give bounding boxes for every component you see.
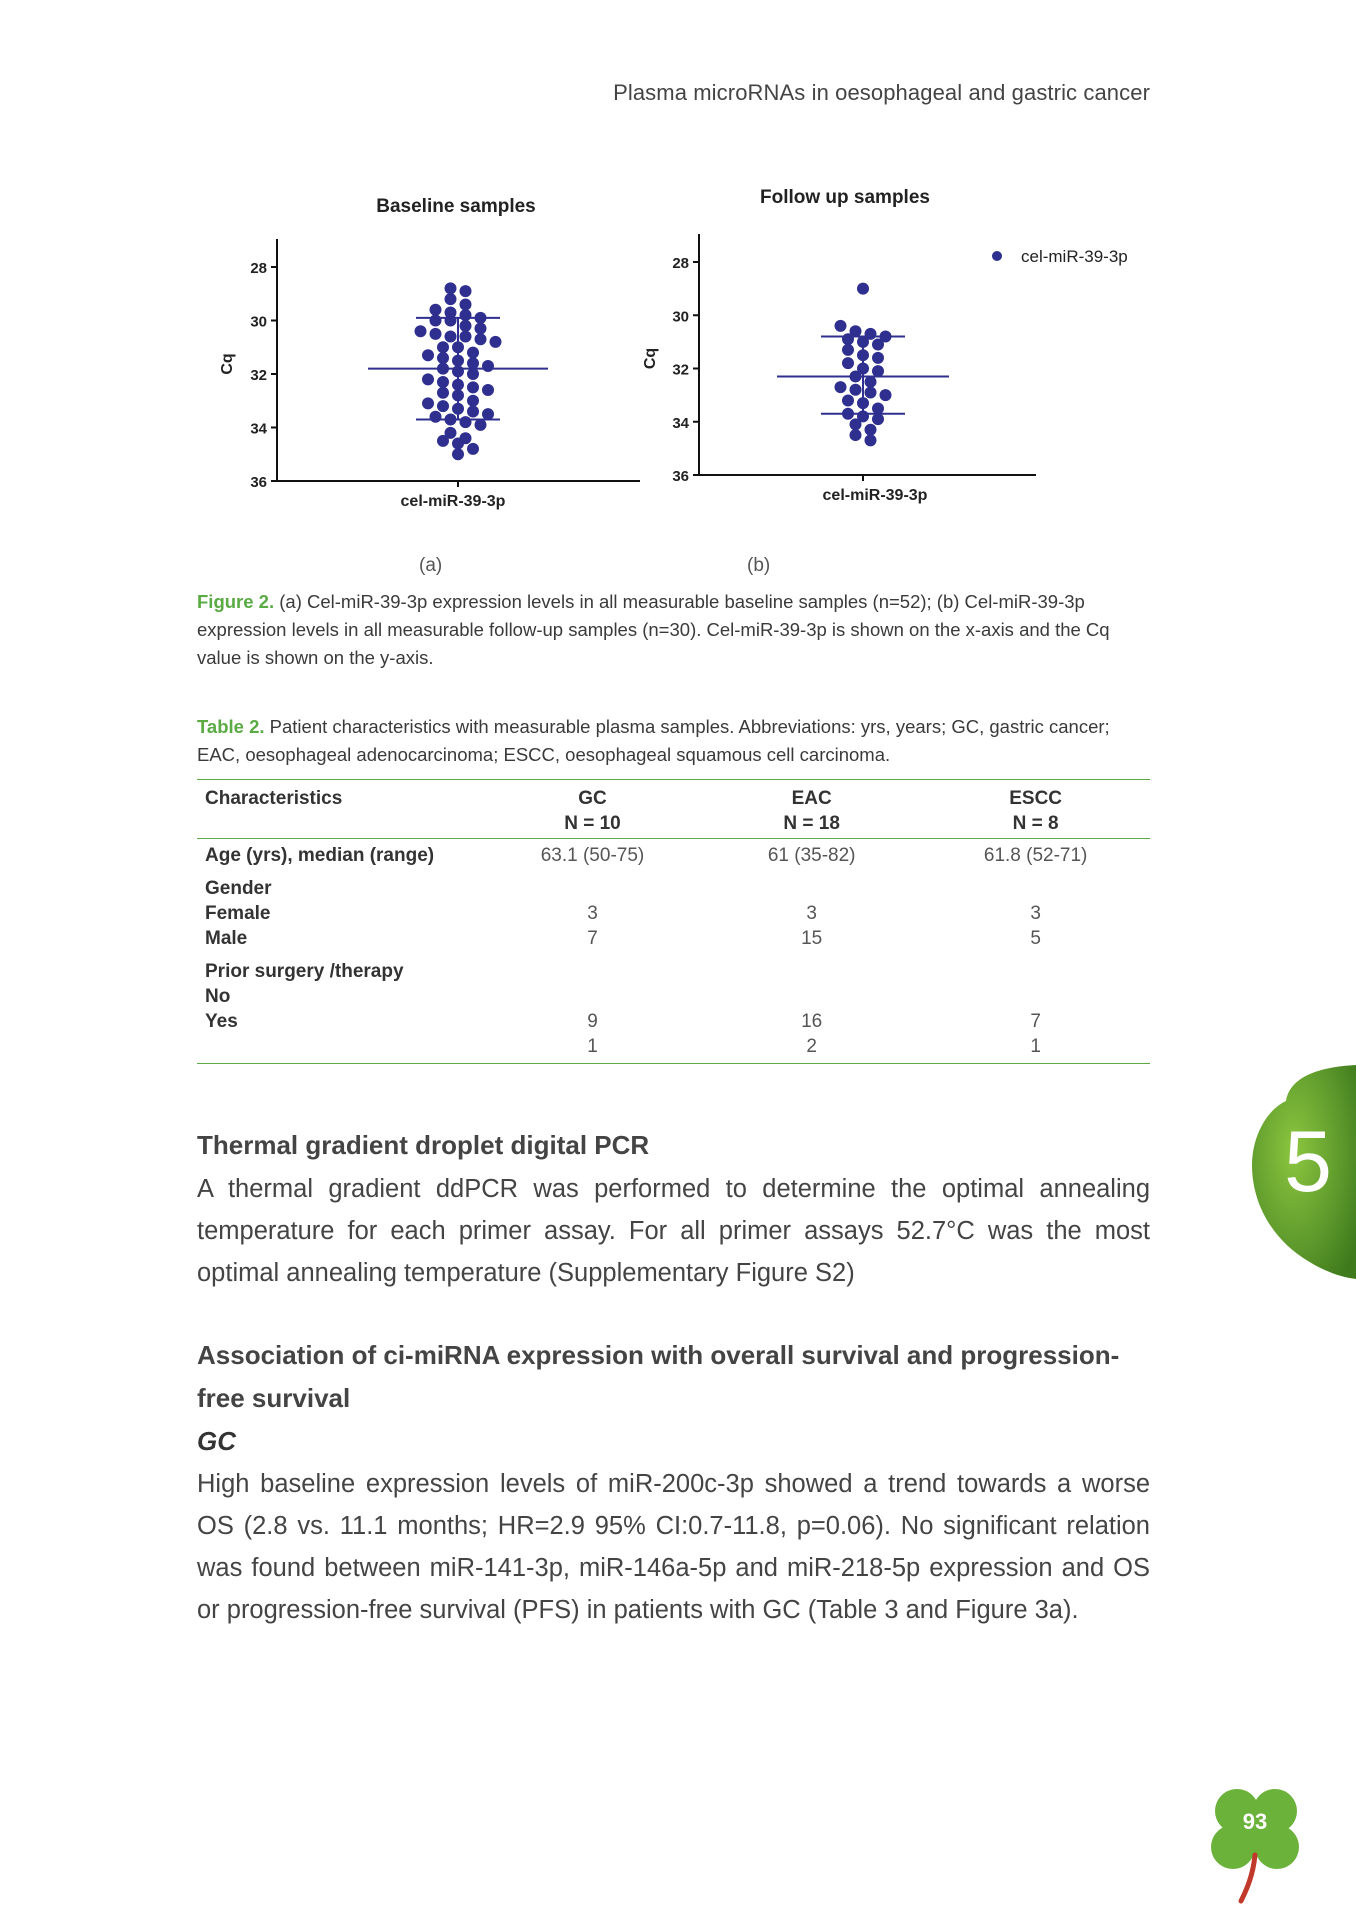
y-tick-label: 28 [250, 260, 267, 277]
data-point [437, 435, 449, 447]
data-point [467, 381, 479, 393]
y-tick-label: 32 [672, 361, 689, 379]
data-point [460, 285, 472, 297]
y-tick-label: 32 [250, 367, 267, 384]
data-point [865, 376, 877, 388]
col-gc: GC N = 10 [483, 780, 702, 839]
table-row: No [205, 986, 231, 1007]
data-point [467, 395, 479, 407]
data-point [857, 283, 869, 295]
data-point [445, 293, 457, 305]
data-point [865, 424, 877, 436]
data-point [437, 400, 449, 412]
chapter-tab [1238, 1065, 1356, 1285]
section-heading-survival: Association of ci-miRNA expression with overall survival and progression-free survival [197, 1340, 1120, 1413]
data-point [842, 344, 854, 356]
data-point [460, 331, 472, 343]
data-point [430, 304, 442, 316]
data-point [475, 419, 487, 431]
y-tick-label: 30 [250, 313, 267, 331]
data-point [467, 347, 479, 359]
patient-characteristics-table [197, 779, 1150, 1064]
data-point [437, 341, 449, 353]
table-row: Yes 9 16 7 [205, 1011, 1041, 1032]
chart-baseline [219, 196, 640, 510]
data-point [850, 429, 862, 441]
section-paragraph-gc: High baseline expression levels of miR-200c-3p showed a trend towards a worse OS (2.8 vs. 11.1 months; HR=2.9 95% CI:0.7-11.8, p=0.06). No significant relation was found between miR-141-3p, miR-146a-5p and miR-218-5p expression and OS or progression-free survival (PFS) in patients with GC (Table 3 and Figure 3a). [197, 1470, 1150, 1624]
table-caption [197, 713, 1150, 769]
data-point [872, 413, 884, 425]
table-row: Age (yrs), median (range) 63.1 (50-75) 61 (35-82) 61.8 (52-71) [205, 845, 1088, 866]
x-axis-label: cel-miR-39-3p [400, 493, 506, 510]
table-row: Gender [205, 878, 272, 899]
data-point [445, 315, 457, 327]
figure-label-a: (a) [419, 555, 443, 576]
data-point [422, 373, 434, 385]
data-point [865, 386, 877, 398]
table-caption-lead: Table 2. [197, 716, 265, 737]
data-point [467, 357, 479, 369]
data-point [482, 408, 494, 420]
legend-marker [992, 251, 1002, 261]
data-point [437, 376, 449, 388]
col-escc: ESCC N = 8 [921, 780, 1150, 839]
data-point [437, 352, 449, 364]
table-caption-text: Patient characteristics with measurable plasma samples. Abbreviations: yrs, years; GC, gastric cancer; EAC, oesophageal adenocarcinoma; ESCC, oesophageal squamous cell carcinoma. [197, 716, 1110, 765]
data-point [482, 360, 494, 372]
y-tick-label: 36 [250, 474, 267, 491]
data-point [835, 381, 847, 393]
data-point [460, 309, 472, 321]
table-row: Female 3 3 3 [205, 903, 1041, 924]
data-point [835, 320, 847, 332]
data-point [437, 387, 449, 399]
data-point [445, 282, 457, 294]
y-axis-label: Cq [642, 347, 659, 370]
data-point [850, 418, 862, 430]
table-row: Male 7 15 5 [205, 928, 1041, 949]
chapter-number: 5 [1284, 1114, 1332, 1210]
col-characteristics: Characteristics [197, 780, 483, 839]
y-tick-label: 30 [672, 308, 689, 326]
figure-caption-lead: Figure 2. [197, 591, 275, 612]
data-point [467, 368, 479, 380]
data-point [842, 394, 854, 406]
data-point [850, 384, 862, 396]
table-row: 1 2 1 [197, 1034, 1150, 1064]
subheading-gc: GC [197, 1426, 236, 1456]
y-tick-label: 36 [672, 468, 689, 485]
data-point [467, 405, 479, 417]
data-point [842, 357, 854, 369]
y-axis-label: Cq [219, 353, 236, 375]
data-point [482, 384, 494, 396]
page-number: 93 [1242, 1809, 1268, 1834]
col-eac: EAC N = 18 [702, 780, 921, 839]
section-paragraph-ddpcr: A thermal gradient ddPCR was performed to determine the optimal annealing temperature for each primer assay. For all primer assays 52.7°C was the most optimal annealing temperature (Supplementary Figure S2) [197, 1175, 1150, 1287]
chart-follow-up [642, 187, 1128, 504]
data-point [872, 352, 884, 364]
figure-2 [0, 0, 1356, 560]
data-point [460, 416, 472, 428]
data-point [490, 336, 502, 348]
data-point [430, 328, 442, 340]
x-axis-label: cel-miR-39-3p [822, 487, 928, 504]
data-point [460, 298, 472, 310]
table-row: Prior surgery /therapy [205, 961, 404, 982]
data-point [880, 389, 892, 401]
data-point [872, 339, 884, 351]
data-point [475, 323, 487, 335]
data-point [430, 411, 442, 423]
y-tick-label: 28 [672, 255, 689, 272]
data-point [452, 448, 464, 460]
section-heading-ddpcr: Thermal gradient droplet digital PCR [197, 1130, 650, 1160]
y-tick-label: 34 [672, 414, 689, 432]
chart-title: Baseline samples [376, 196, 536, 217]
data-point [460, 320, 472, 332]
figure-caption [197, 588, 1150, 672]
data-point [422, 349, 434, 361]
page-number-clover [1203, 1785, 1309, 1905]
data-point [872, 365, 884, 377]
data-point [415, 325, 427, 337]
data-point [467, 443, 479, 455]
running-head: Plasma microRNAs in oesophageal and gastric cancer [613, 80, 1150, 105]
figure-caption-text: (a) Cel-miR-39-3p expression levels in all measurable baseline samples (n=52); (b) Cel-miR-39-3p expression levels in all measurable follow-up samples (n=30). Cel-miR-39-3p is shown on the x-axis and the Cq value is shown on the y-axis. [197, 591, 1110, 668]
data-point [430, 315, 442, 327]
data-point [865, 434, 877, 446]
data-point [872, 402, 884, 414]
data-point [475, 333, 487, 345]
data-point [452, 438, 464, 450]
table-header-row [197, 780, 1150, 839]
legend-label: cel-miR-39-3p [1021, 247, 1128, 266]
data-point [842, 333, 854, 345]
y-tick-label: 34 [250, 420, 267, 438]
chart-title: Follow up samples [760, 187, 930, 208]
data-point [422, 397, 434, 409]
data-point [445, 331, 457, 343]
figure-label-b: (b) [747, 555, 771, 576]
